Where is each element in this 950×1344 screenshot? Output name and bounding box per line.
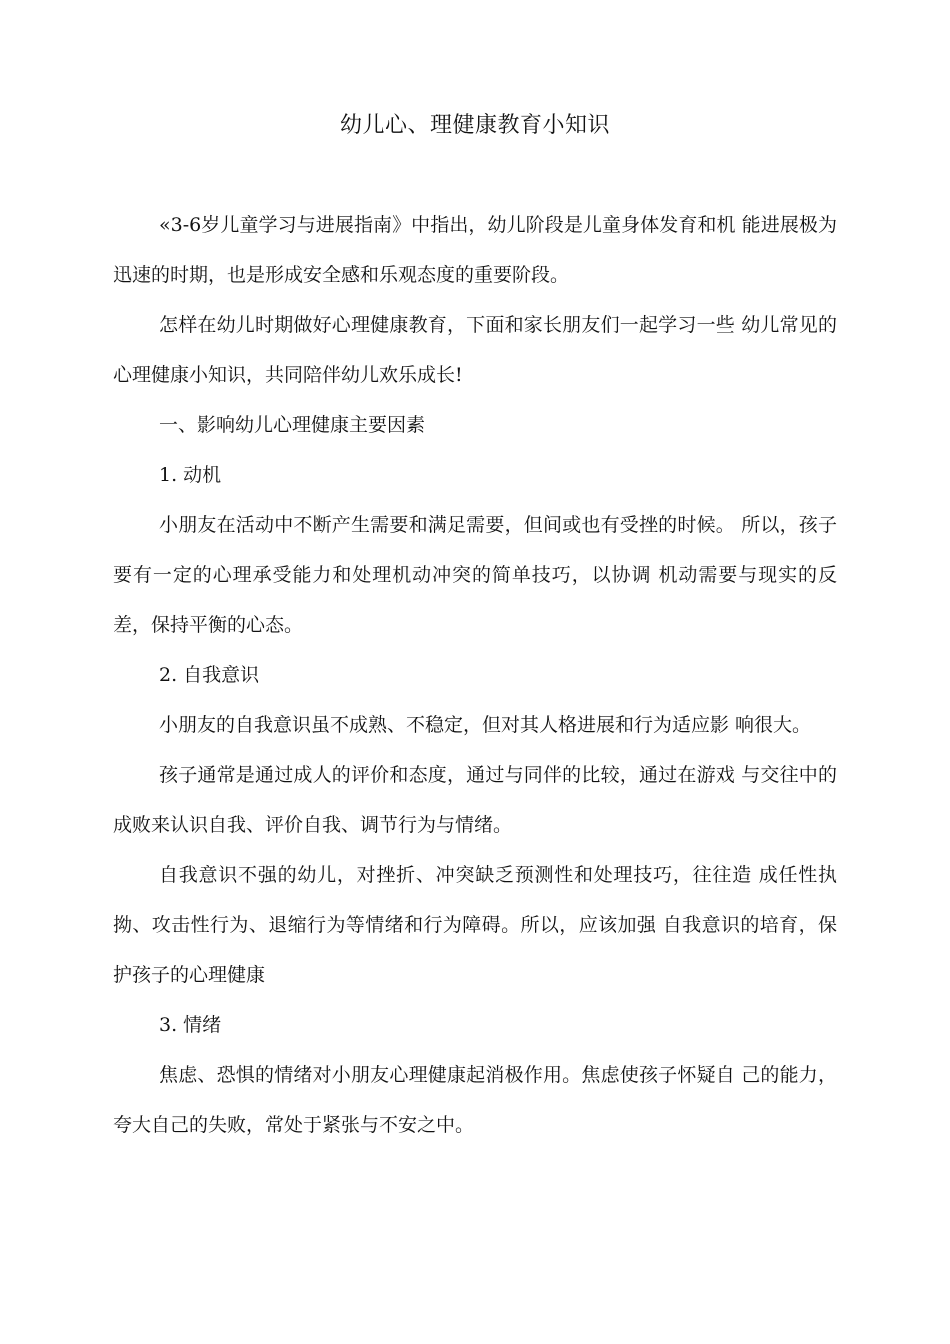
paragraph-self-awareness-3: 自我意识不强的幼儿，对挫折、冲突缺乏预测性和处理技巧，往往造 成任性执拗、攻击性行为、退缩行为等情绪和行为障碍。所以，应该加强 自我意识的培育，保护孩子的心理健康 <box>113 864 837 986</box>
subheading-motivation: 1. 动机 <box>159 464 222 486</box>
paragraph-how-to: 怎样在幼儿时期做好心理健康教育，下面和家长朋友们一起学习一些 幼儿常见的心理健康小知识，共同陪伴幼儿欢乐成长! <box>113 314 837 386</box>
document-body <box>113 200 837 1150</box>
paragraph-motivation: 小朋友在活动中不断产生需要和满足需要，但间或也有受挫的时候。 所以，孩子要有一定的心理承受能力和处理机动冲突的简单技巧，以协调 机动需要与现实的反差，保持平衡的心态。 <box>113 514 837 636</box>
paragraph-self-awareness-2: 孩子通常是通过成人的评价和态度，通过与同伴的比较，通过在游戏 与交往中的成败来认识自我、评价自我、调节行为与情绪。 <box>113 764 837 836</box>
section-heading-factors: 一、影响幼儿心理健康主要因素 <box>159 414 426 436</box>
paragraph-intro: «3-6岁儿童学习与进展指南》中指出，幼儿阶段是儿童身体发育和机 能进展极为迅速的时期，也是形成安全感和乐观态度的重要阶段。 <box>113 214 837 286</box>
paragraph-self-awareness-1: 小朋友的自我意识虽不成熟、不稳定，但对其人格进展和行为适应影 响很大。 <box>159 714 812 736</box>
paragraph-emotion: 焦虑、恐惧的情绪对小朋友心理健康起消极作用。焦虑使孩子怀疑自 己的能力，夸大自己的失败，常处于紧张与不安之中。 <box>113 1064 837 1136</box>
subheading-self-awareness: 2. 自我意识 <box>159 664 260 686</box>
subheading-emotion: 3. 情绪 <box>159 1014 222 1036</box>
document-title: 幼儿心、理健康教育小知识 <box>339 113 610 138</box>
